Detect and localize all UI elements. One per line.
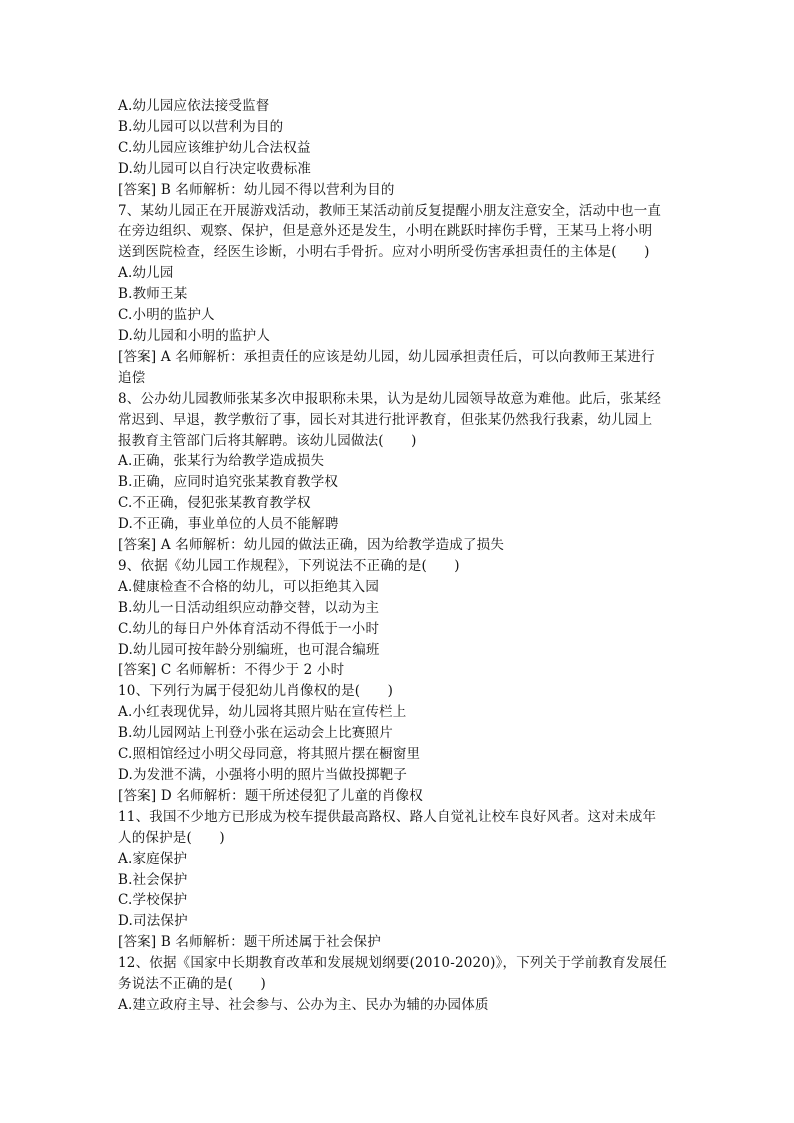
option-line: C.照相馆经过小明父母同意，将其照片摆在橱窗里	[118, 746, 421, 763]
option-line: C.不正确，侵犯张某教育教学权	[118, 495, 311, 512]
question-12-text: 12、依据《国家中长期教育改革和发展规划纲要(2010-2020)》，下列关于学前教育发展任	[118, 955, 667, 972]
option-line: A.幼儿园应依法接受监督	[118, 98, 270, 114]
option-line: C.学校保护	[118, 892, 188, 909]
option-line: D.司法保护	[118, 913, 188, 930]
option-line: C.小明的监护人	[118, 307, 215, 324]
answer-line: [答案] A 名师解析：承担责任的应该是幼儿园，幼儿园承担责任后，可以向教师王某进行	[118, 348, 655, 365]
option-line: D.幼儿园和小明的监护人	[118, 327, 271, 344]
option-line: A.小红表现优异，幼儿园将其照片贴在宣传栏上	[118, 704, 407, 721]
option-line: B.幼儿园可以以营利为目的	[118, 118, 284, 135]
option-line: A.健康检查不合格的幼儿，可以拒绝其入园	[118, 578, 380, 595]
question-8-text: 常迟到、早退，教学敷衍了事，园长对其进行批评教育，但张某仍然我行我素，幼儿园上	[118, 411, 653, 428]
question-10-text: 10、下列行为属于侵犯幼儿肖像权的是( )	[118, 683, 394, 700]
option-line: B.幼儿园网站上刊登小张在运动会上比赛照片	[118, 725, 393, 742]
option-line: D.不正确，事业单位的人员不能解聘	[118, 516, 339, 533]
question-9-text: 9、依据《幼儿园工作规程》，下列说法不正确的是( )	[118, 557, 460, 574]
option-line: C.幼儿园应该维护幼儿合法权益	[118, 139, 311, 156]
question-8-text: 报教育主管部门后将其解聘。该幼儿园做法( )	[118, 432, 417, 449]
answer-line: [答案] D 名师解析：题干所述侵犯了儿童的肖像权	[118, 787, 423, 804]
question-8-text: 8、公办幼儿园教师张某多次申报职称未果，认为是幼儿园领导故意为难他。此后，张某经	[118, 390, 662, 407]
question-12-text: 务说法不正确的是( )	[118, 976, 266, 993]
option-line: D.幼儿园可按年龄分别编班，也可混合编班	[118, 641, 380, 658]
option-line: C.幼儿的每日户外体育活动不得低于一小时	[118, 620, 380, 637]
option-line: A.建立政府主导、社会参与、公办为主、民办为辅的办园体质	[118, 996, 489, 1013]
option-line: B.教师王某	[118, 286, 188, 303]
question-7-text: 在旁边组织、观察、保护，但是意外还是发生，小明在跳跃时摔伤手臂，王某马上将小明	[118, 223, 653, 240]
option-line: D.为发泄不满，小强将小明的照片当做投掷靶子	[118, 767, 408, 783]
question-7-text: 送到医院检查，经医生诊断，小明右手骨折。应对小明所受伤害承担责任的主体是( )	[118, 244, 650, 261]
answer-line: [答案] B 名师解析：题干所述属于社会保护	[118, 934, 381, 951]
document-body	[118, 96, 678, 1016]
answer-line: 追偿	[118, 369, 146, 386]
answer-line: [答案] A 名师解析：幼儿园的做法正确，因为给教学造成了损失	[118, 537, 505, 554]
answer-line: [答案] B 名师解析：幼儿园不得以营利为目的	[118, 181, 395, 198]
option-line: A.正确，张某行为给教学造成损失	[118, 453, 325, 470]
option-line: B.正确，应同时追究张某教育教学权	[118, 474, 339, 491]
question-11-text: 人的保护是( )	[118, 829, 225, 846]
option-line: A.幼儿园	[118, 265, 174, 282]
option-line: D.幼儿园可以自行决定收费标准	[118, 160, 312, 177]
answer-line: [答案] C 名师解析：不得少于 2 小时	[118, 662, 345, 679]
option-line: B.幼儿一日活动组织应动静交替，以动为主	[118, 599, 380, 616]
option-line: B.社会保护	[118, 871, 188, 888]
question-7-text: 7、某幼儿园正在开展游戏活动，教师王某活动前反复提醒小朋友注意安全，活动中也一直	[118, 202, 662, 219]
question-11-text: 11、我国不少地方已形成为校车提供最高路权、路人自觉礼让校车良好风者。这对未成年	[118, 808, 657, 825]
option-line: A.家庭保护	[118, 850, 188, 867]
